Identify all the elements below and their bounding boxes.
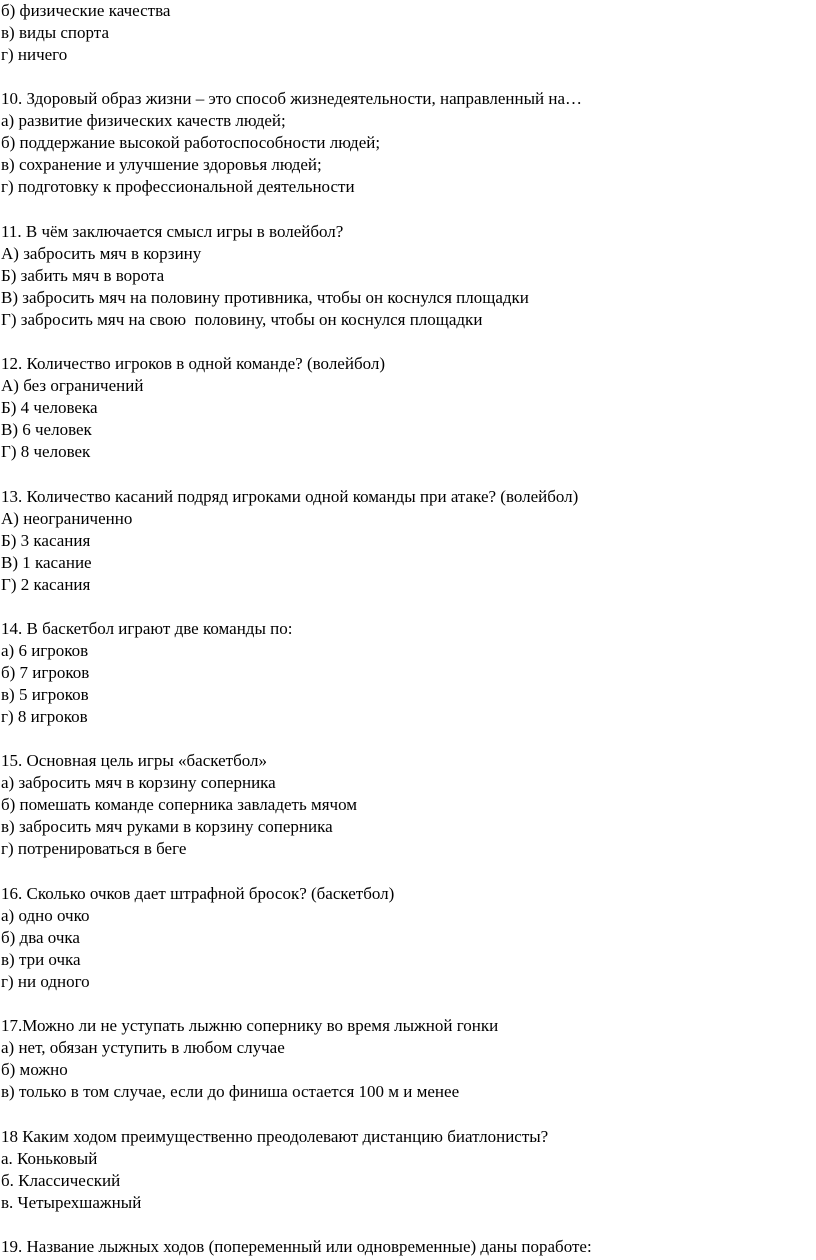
question-19: 19. Название лыжных ходов (попеременный или одновременные) даны поработе:: [1, 1237, 592, 1256]
answer-option: в) три очка: [1, 950, 81, 969]
answer-option: А) без ограничений: [1, 376, 144, 395]
text-line: в) виды спорта: [1, 23, 109, 42]
answer-option: а) 6 игроков: [1, 641, 89, 660]
answer-option: А) неограниченно: [1, 509, 133, 528]
answer-option: б) два очка: [1, 928, 80, 947]
answer-option: Б) 3 касания: [1, 531, 91, 550]
text-line: г) ничего: [1, 45, 68, 64]
question-10: 10. Здоровый образ жизни – это способ жизнедеятельности, направленный на…: [1, 89, 583, 108]
question-12: 12. Количество игроков в одной команде? (волейбол): [1, 354, 386, 373]
answer-option: а) одно очко: [1, 906, 90, 925]
answer-option: г) 8 игроков: [1, 707, 88, 726]
answer-option: в) 5 игроков: [1, 685, 89, 704]
answer-option: В) забросить мяч на половину противника, чтобы он коснулся площадки: [1, 288, 529, 307]
answer-option: б) 7 игроков: [1, 663, 90, 682]
answer-option: Г) 2 касания: [1, 575, 91, 594]
text-line: б) физические качества: [1, 1, 171, 20]
answer-option: А) забросить мяч в корзину: [1, 244, 202, 263]
answer-option: а. Коньковый: [1, 1149, 98, 1168]
question-13: 13. Количество касаний подряд игроками одной команды при атаке? (волейбол): [1, 487, 579, 506]
answer-option: б) помешать команде соперника завладеть мячом: [1, 795, 358, 814]
answer-option: в) только в том случае, если до финиша остается 100 м и менее: [1, 1082, 460, 1101]
question-18: 18 Каким ходом преимущественно преодолевают дистанцию биатлонисты?: [1, 1127, 549, 1146]
answer-option: Г) забросить мяч на свою половину, чтобы он коснулся площадки: [1, 310, 483, 329]
answer-option: в) забросить мяч руками в корзину соперника: [1, 817, 333, 836]
answer-option: а) забросить мяч в корзину соперника: [1, 773, 276, 792]
question-16: 16. Сколько очков дает штрафной бросок? (баскетбол): [1, 884, 395, 903]
answer-option: а) нет, обязан уступить в любом случае: [1, 1038, 285, 1057]
question-15: 15. Основная цель игры «баскетбол»: [1, 751, 267, 770]
answer-option: В) 1 касание: [1, 553, 92, 572]
answer-option: В) 6 человек: [1, 420, 92, 439]
question-14: 14. В баскетбол играют две команды по:: [1, 619, 293, 638]
answer-option: б. Классический: [1, 1171, 121, 1190]
answer-option: Г) 8 человек: [1, 442, 91, 461]
answer-option: в) сохранение и улучшение здоровья людей;: [1, 155, 322, 174]
answer-option: Б) забить мяч в ворота: [1, 266, 165, 285]
answer-option: г) потренироваться в беге: [1, 839, 187, 858]
answer-option: б) поддержание высокой работоспособности людей;: [1, 133, 381, 152]
answer-option: а) развитие физических качеств людей;: [1, 111, 286, 130]
answer-option: г) ни одного: [1, 972, 90, 991]
question-17: 17.Можно ли не уступать лыжню сопернику во время лыжной гонки: [1, 1016, 499, 1035]
answer-option: Б) 4 человека: [1, 398, 98, 417]
answer-option: г) подготовку к профессиональной деятельности: [1, 177, 355, 196]
answer-option: в. Четырехшажный: [1, 1193, 142, 1212]
question-11: 11. В чём заключается смысл игры в волейбол?: [1, 222, 344, 241]
answer-option: б) можно: [1, 1060, 68, 1079]
